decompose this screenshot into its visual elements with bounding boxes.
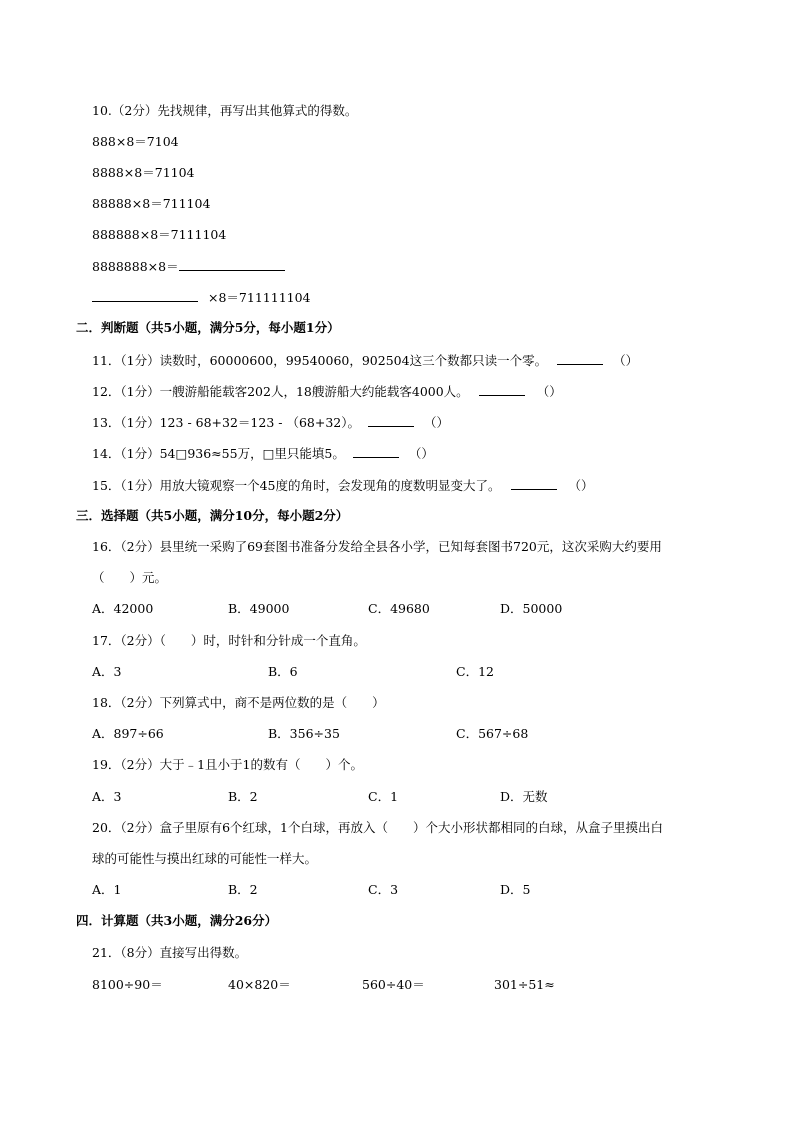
q20-line1: 20．（2分）盒子里原有6个红球，1个白球，再放入（ ）个大小形状都相同的白球，从盒子里摸出白 bbox=[92, 820, 664, 835]
answer-blank[interactable] bbox=[368, 414, 414, 427]
q19-option-b[interactable]: B．2 bbox=[228, 789, 258, 804]
q13 bbox=[92, 414, 449, 431]
q19-option-a[interactable]: A．3 bbox=[92, 789, 122, 804]
q16-option-d[interactable]: D．50000 bbox=[500, 601, 563, 616]
section3-title: 三．选择题（共5小题，满分10分，每小题2分） bbox=[76, 508, 349, 523]
answer-blank[interactable] bbox=[479, 383, 525, 396]
q20-option-b[interactable]: B．2 bbox=[228, 882, 258, 897]
q10-stem: 10.（2分）先找规律，再写出其他算式的得数。 bbox=[92, 103, 358, 118]
q10-row-3: 88888×8＝711104 bbox=[92, 196, 211, 211]
answer-blank[interactable] bbox=[511, 477, 557, 490]
q21-item-3: 560÷40＝ bbox=[362, 977, 425, 992]
q16-line2: （ ）元。 bbox=[92, 570, 168, 585]
answer-blank[interactable] bbox=[557, 352, 603, 365]
q16-option-a[interactable]: A．42000 bbox=[92, 601, 154, 616]
q13-text: 13．（1分）123 - 68+32＝123 - （68+32）。 bbox=[92, 415, 360, 430]
q17-option-b[interactable]: B．6 bbox=[268, 664, 298, 679]
q10-row-6-suffix: ×8＝711111104 bbox=[208, 290, 311, 305]
q13-paren: （） bbox=[424, 415, 450, 430]
q11-paren: （） bbox=[613, 353, 639, 368]
answer-blank[interactable] bbox=[179, 258, 285, 271]
section4-title: 四．计算题（共3小题，满分26分） bbox=[76, 913, 278, 928]
q15 bbox=[92, 477, 594, 494]
q18-option-b[interactable]: B．356÷35 bbox=[268, 726, 340, 741]
q20-option-a[interactable]: A．1 bbox=[92, 882, 122, 897]
q12 bbox=[92, 383, 562, 400]
q18-option-c[interactable]: C．567÷68 bbox=[456, 726, 529, 741]
q10-row-5 bbox=[92, 258, 285, 275]
q10-row-6 bbox=[92, 289, 311, 306]
q16-option-c[interactable]: C．49680 bbox=[368, 601, 430, 616]
q18-line1: 18．（2分）下列算式中，商不是两位数的是（ ） bbox=[92, 695, 385, 710]
q10-row-4: 888888×8＝7111104 bbox=[92, 227, 227, 242]
q14-paren: （） bbox=[408, 446, 434, 461]
answer-blank[interactable] bbox=[353, 445, 399, 458]
q21-line1: 21．（8分）直接写出得数。 bbox=[92, 945, 248, 960]
q21-item-1: 8100÷90＝ bbox=[92, 977, 163, 992]
q19-option-d[interactable]: D．无数 bbox=[500, 789, 548, 804]
answer-blank[interactable] bbox=[92, 289, 198, 302]
q12-text: 12．（1分）一艘游船能载客202人，18艘游船大约能载客4000人。 bbox=[92, 384, 469, 399]
q17-option-a[interactable]: A．3 bbox=[92, 664, 122, 679]
q20-option-d[interactable]: D．5 bbox=[500, 882, 531, 897]
q11 bbox=[92, 352, 638, 369]
q12-paren: （） bbox=[536, 384, 562, 399]
q11-text: 11．（1分）读数时，60000600，99540060，902504这三个数都只读一个零。 bbox=[92, 353, 548, 368]
q14-text: 14．（1分）54□936≈55万，□里只能填5。 bbox=[92, 446, 345, 461]
q15-text: 15．（1分）用放大镜观察一个45度的角时，会发现角的度数明显变大了。 bbox=[92, 478, 501, 493]
q17-option-c[interactable]: C．12 bbox=[456, 664, 494, 679]
q21-item-2: 40×820＝ bbox=[228, 977, 291, 992]
q10-row-2: 8888×8＝71104 bbox=[92, 165, 195, 180]
q16-option-b[interactable]: B．49000 bbox=[228, 601, 290, 616]
q10-row-1: 888×8＝7104 bbox=[92, 134, 179, 149]
q19-line1: 19．（2分）大于﹣1且小于1的数有（ ）个。 bbox=[92, 757, 364, 772]
q16-line1: 16．（2分）县里统一采购了69套图书准备分发给全县各小学，已知每套图书720元，这次采购大约要用 bbox=[92, 539, 662, 554]
q18-option-a[interactable]: A．897÷66 bbox=[92, 726, 164, 741]
q21-item-4: 301÷51≈ bbox=[494, 977, 555, 992]
q20-option-c[interactable]: C．3 bbox=[368, 882, 399, 897]
q20-line2: 球的可能性与摸出红球的可能性一样大。 bbox=[92, 851, 318, 866]
q14 bbox=[92, 445, 434, 462]
q17-line1: 17．（2分）（ ）时，时针和分针成一个直角。 bbox=[92, 633, 366, 648]
q10-row-5-prefix: 8888888×8＝ bbox=[92, 259, 179, 274]
q19-option-c[interactable]: C．1 bbox=[368, 789, 399, 804]
q15-paren: （） bbox=[568, 478, 594, 493]
section2-title: 二．判断题（共5小题，满分5分，每小题1分） bbox=[76, 320, 340, 335]
